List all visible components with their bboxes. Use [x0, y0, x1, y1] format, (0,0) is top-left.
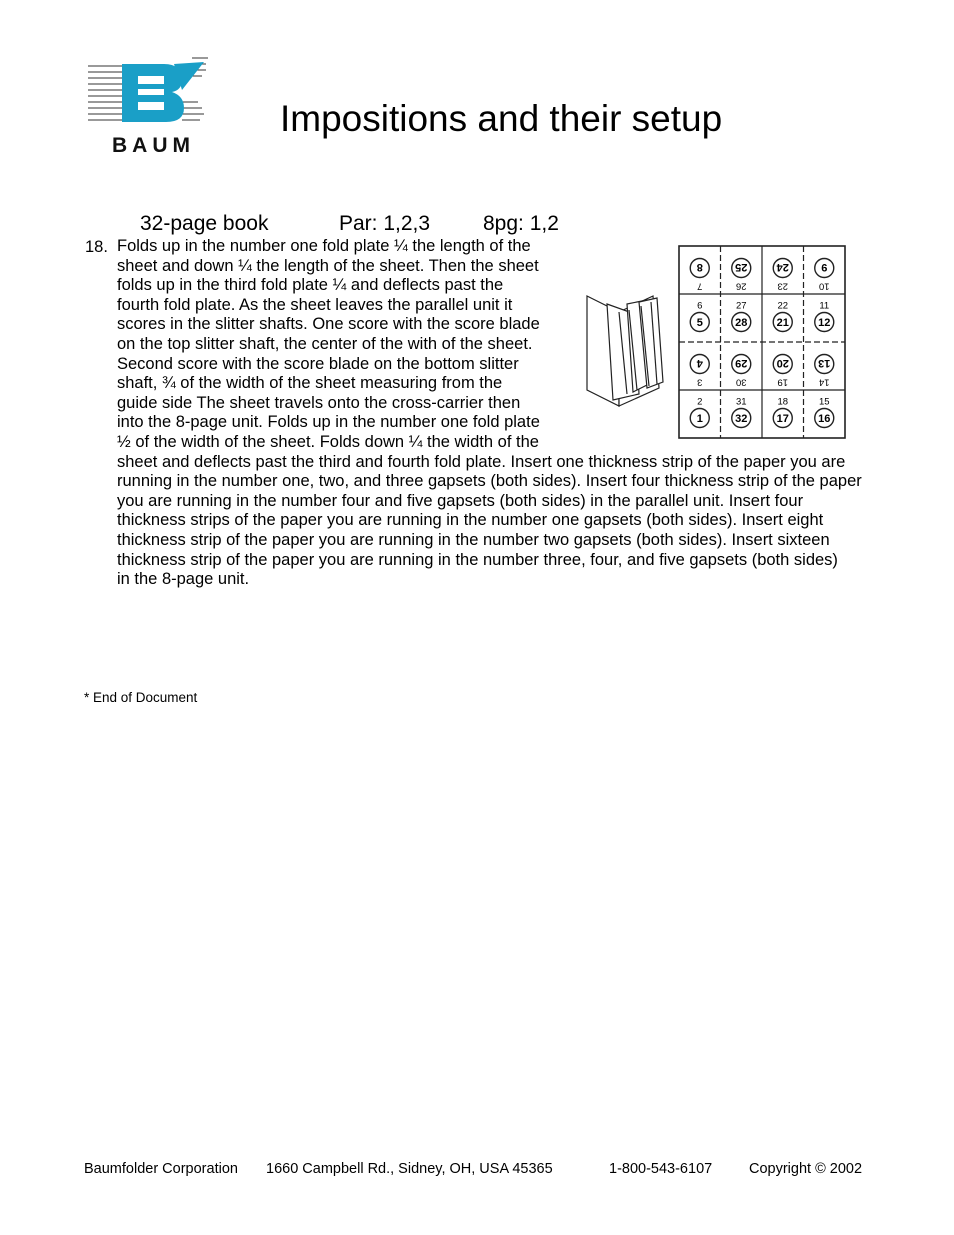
page-number-circled: 9: [821, 261, 828, 273]
page-number-circled: 8: [696, 261, 703, 273]
page-number-circled: 21: [776, 317, 789, 329]
item-text-line: thickness strips of the paper you are running in the number one gapsets (both sides). Insert eight: [117, 511, 824, 530]
item-text-line: sheet and down ¼ the length of the sheet. Then the sheet: [117, 256, 539, 275]
page-number-back: 31: [735, 396, 747, 408]
page-number-circled: 24: [776, 261, 789, 273]
footer-phone: 1-800-543-6107: [609, 1161, 713, 1177]
folded-signature-illustration: [587, 296, 663, 406]
page-number-circled: 12: [818, 317, 831, 329]
item-text-line: fourth fold plate. As the sheet leaves the parallel unit it: [117, 295, 513, 314]
page-number-back: 7: [697, 280, 703, 292]
page-number-back: 26: [735, 280, 747, 292]
item-text-line: running in the number one, two, and three gapsets (both sides). Insert four thickness strip of the paper: [117, 472, 862, 491]
item-text-line: thickness strip of the paper you are running in the number two gapsets (both sides). Insert sixteen: [117, 531, 830, 549]
item-text-line: on the top slitter shaft, the center of the with of the sheet.: [117, 335, 533, 353]
item-text-line: thickness strip of the paper you are running in the number three, four, and five gapsets (both sides): [117, 550, 838, 569]
item-text-line: folds up in the third fold plate ¼ and deflects past the: [117, 276, 504, 295]
item-text-line: scores in the slitter shafts. One score with the score blade: [117, 315, 540, 334]
item-number: 18.: [85, 238, 108, 256]
page-number-circled: 4: [696, 357, 703, 369]
page-number-circled: 1: [696, 413, 703, 425]
page-number-circled: 20: [776, 357, 789, 369]
page-number-circled: 5: [696, 317, 703, 329]
page-number-circled: 29: [735, 357, 748, 369]
page-number-back: 27: [735, 300, 747, 312]
item-text-line: sheet and deflects past the third and fourth fold plate. Insert one thickness strip of the paper you are: [117, 452, 846, 471]
footer-company: Baumfolder Corporation: [84, 1161, 238, 1177]
page-number-circled: 25: [735, 261, 748, 273]
page-number-back: 23: [777, 280, 789, 292]
item-text-line: ½ of the width of the sheet. Folds down ¼ the width of the: [117, 433, 539, 451]
imposition-figure: [583, 244, 847, 444]
page-number-back: 18: [777, 396, 789, 408]
item-text-line: into the 8-page unit. Folds up in the number one fold plate: [117, 413, 540, 432]
page-number-back: 19: [777, 376, 789, 388]
page-number-back: 6: [697, 300, 703, 312]
item-text-line: Folds up in the number one fold plate ¼ the length of the: [117, 237, 531, 255]
item-text-line: guide side The sheet travels onto the cross-carrier then: [117, 393, 521, 412]
page-number-back: 2: [697, 396, 703, 408]
item-text-line: shaft, ¾ of the width of the sheet measuring from the: [117, 374, 503, 393]
footer-address: 1660 Campbell Rd., Sidney, OH, USA 45365: [266, 1161, 553, 1177]
eight-page-setting: 8pg: 1,2: [483, 212, 559, 235]
logo-wordmark: BAUM: [112, 134, 195, 157]
page-number-back: 10: [818, 280, 830, 292]
page-number-circled: 17: [776, 413, 789, 425]
page-number-circled: 28: [735, 317, 748, 329]
page-number-back: 3: [697, 376, 703, 388]
item-text-line: Second score with the score blade on the bottom slitter: [117, 354, 519, 373]
item-text-line: you are running in the number four and five gapsets (both sides) in the parallel unit. Insert four: [117, 491, 804, 510]
page-title: Impositions and their setup: [280, 98, 723, 139]
page-number-back: 15: [818, 396, 830, 408]
item-text-line: in the 8-page unit.: [117, 570, 250, 589]
page-number-circled: 32: [735, 413, 748, 425]
page-number-circled: 13: [818, 357, 831, 369]
page-number-back: 30: [735, 376, 747, 388]
page-number-back: 11: [819, 300, 830, 312]
imposition-grid: [679, 246, 845, 438]
page-number-back: 14: [818, 376, 830, 388]
page-number-circled: 16: [818, 413, 831, 425]
page-number-back: 22: [777, 300, 789, 312]
footer-copyright: Copyright © 2002: [749, 1161, 863, 1177]
end-note: * End of Document: [84, 690, 198, 705]
book-type: 32-page book: [140, 212, 269, 235]
parallel-setting: Par: 1,2,3: [339, 212, 431, 235]
